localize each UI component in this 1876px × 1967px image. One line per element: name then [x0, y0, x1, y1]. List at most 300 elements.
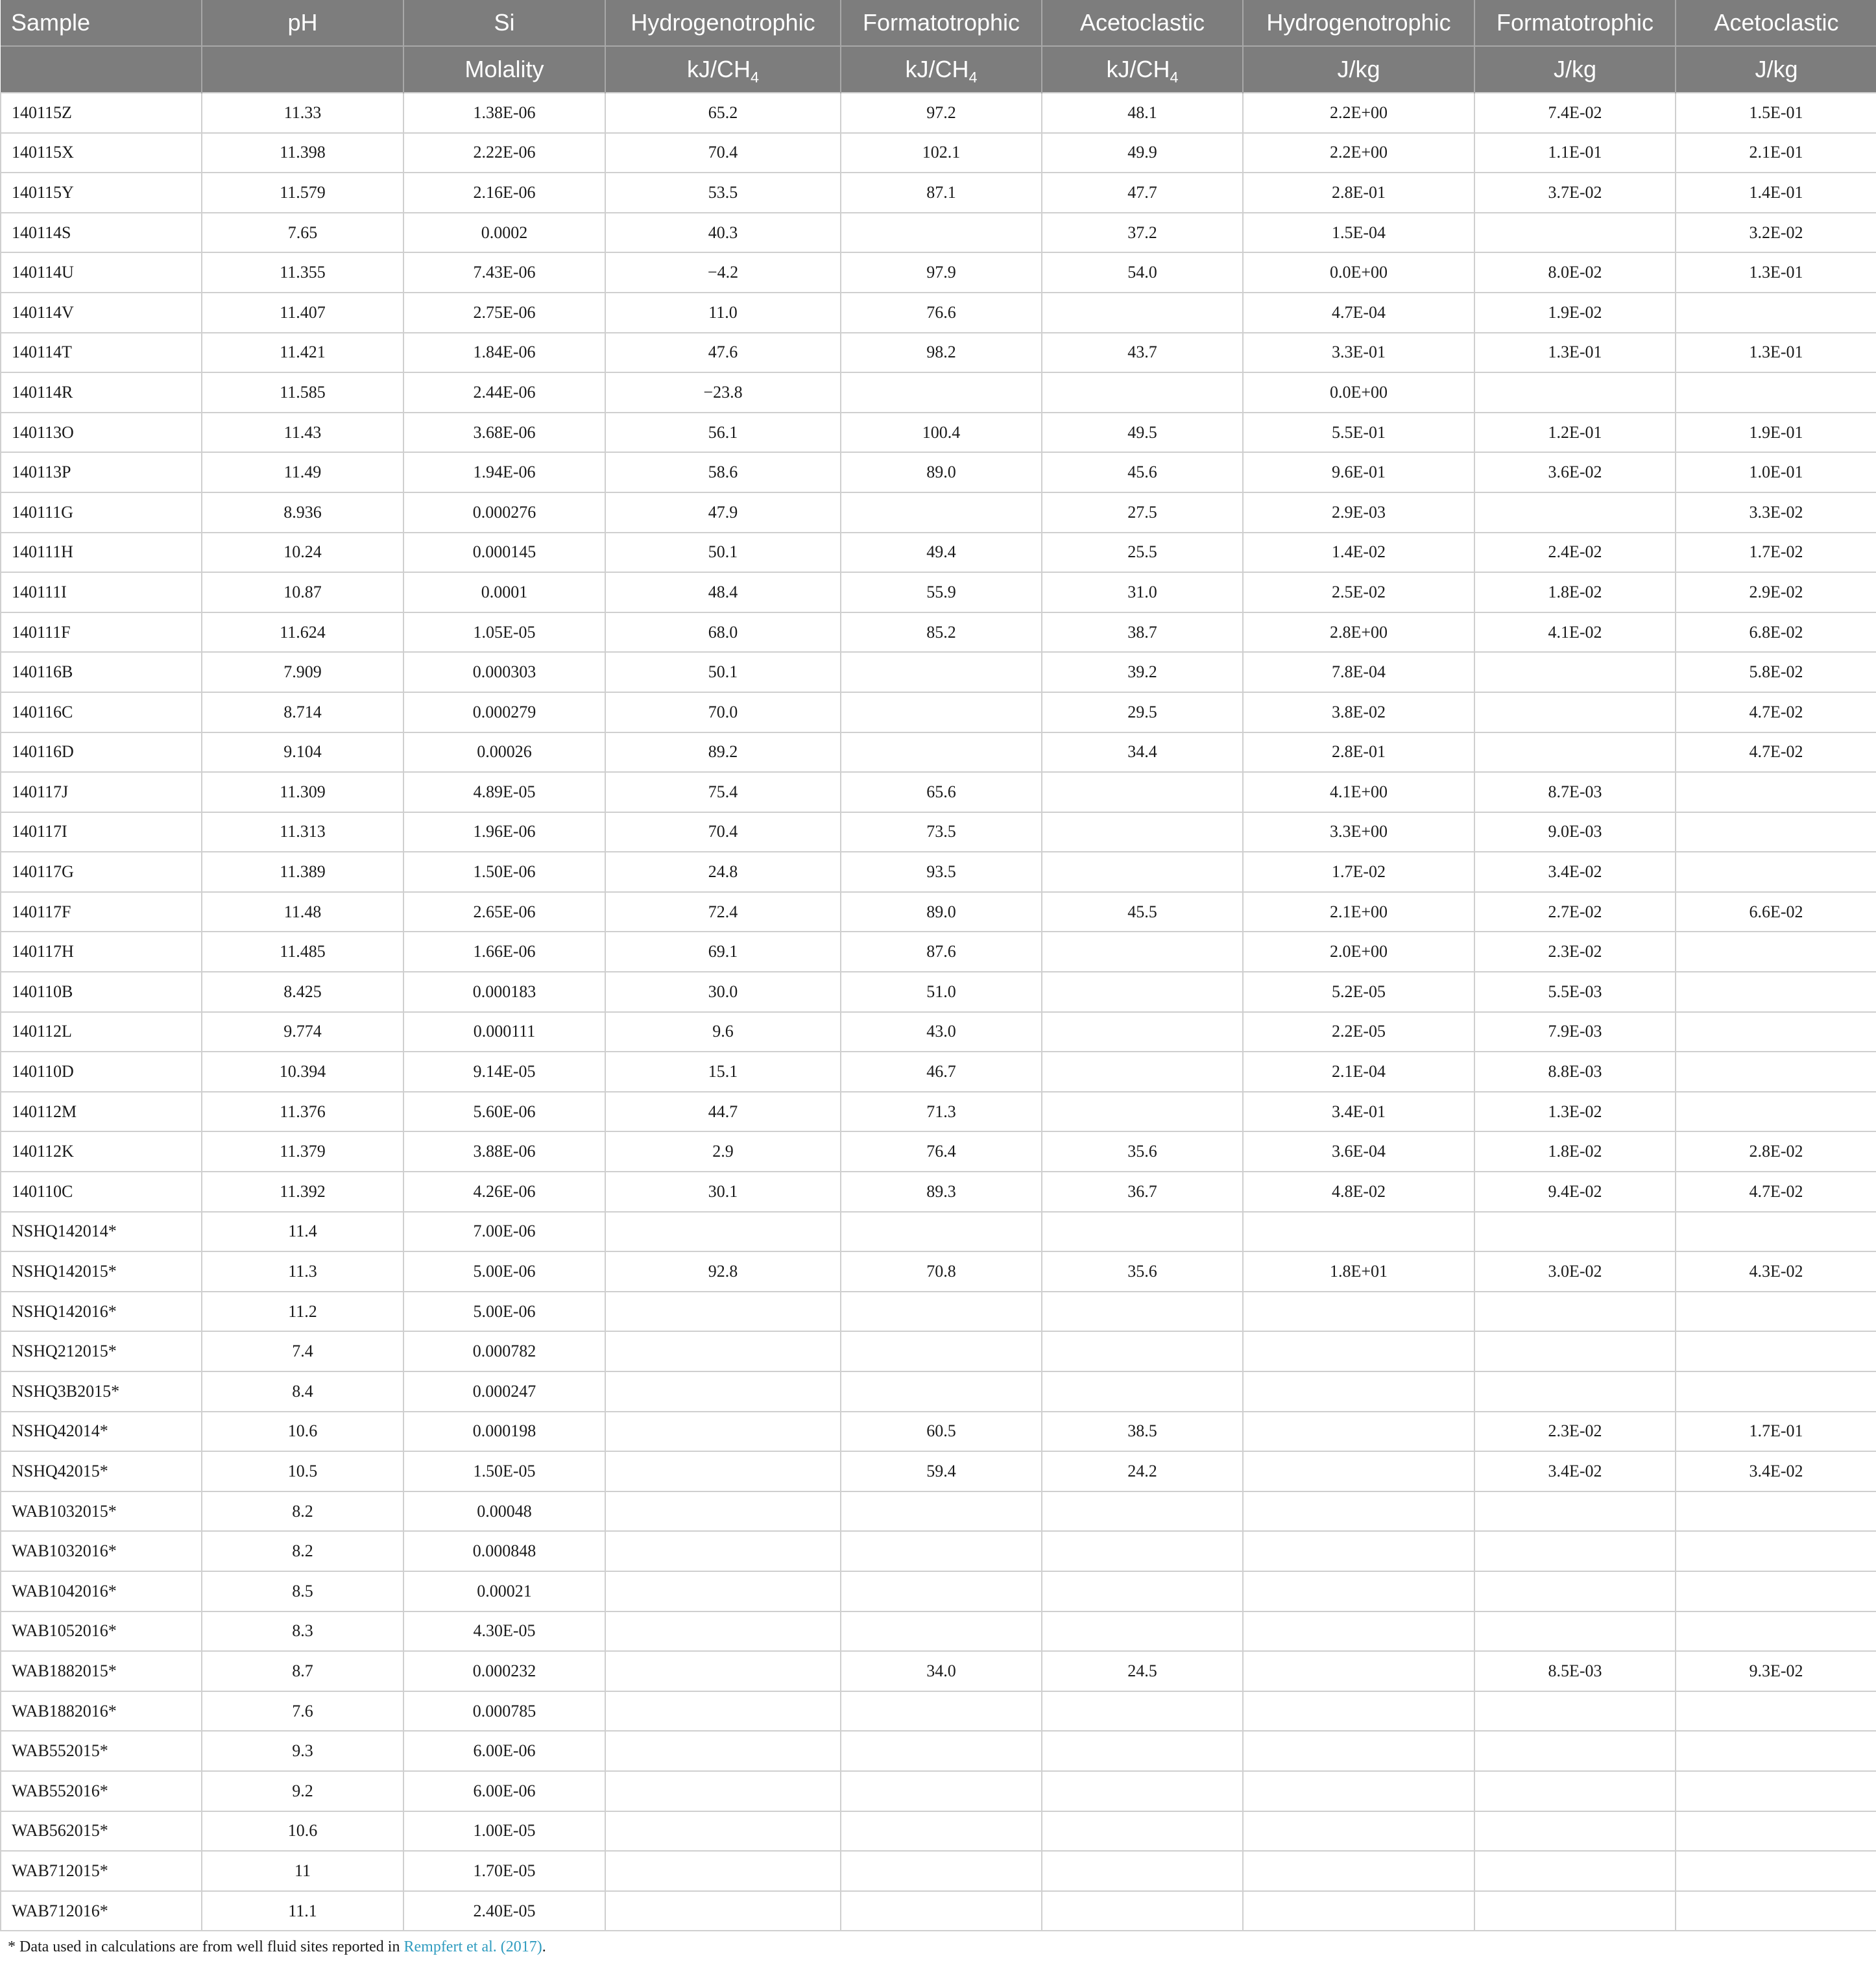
table-cell: 0.00026 — [403, 732, 605, 773]
table-cell: 43.7 — [1042, 333, 1243, 373]
table-cell: 0.0001 — [403, 572, 605, 612]
table-cell: 55.9 — [841, 572, 1042, 612]
table-cell: 7.6 — [202, 1691, 403, 1732]
table-cell: 10.6 — [202, 1811, 403, 1852]
table-cell — [841, 372, 1042, 413]
table-cell — [841, 1611, 1042, 1652]
table-cell — [605, 1451, 841, 1491]
table-cell: 71.3 — [841, 1092, 1042, 1132]
table-cell: 4.7E-02 — [1676, 732, 1876, 773]
table-cell: 9.6E-01 — [1243, 452, 1474, 492]
table-cell: 1.05E-05 — [403, 612, 605, 653]
table-row — [1, 1412, 1876, 1452]
table-cell: 38.5 — [1042, 1412, 1243, 1452]
column-header: Si — [403, 0, 605, 46]
sample-cell: 140114S — [1, 213, 202, 253]
sample-cell: WAB552016* — [1, 1771, 202, 1811]
table-cell: 11.389 — [202, 852, 403, 892]
table-cell — [1676, 1212, 1876, 1252]
table-cell — [841, 1771, 1042, 1811]
table-cell — [1676, 1491, 1876, 1532]
reference-link[interactable]: Rempfert et al. (2017) — [403, 1938, 542, 1955]
table-cell: 38.7 — [1042, 612, 1243, 653]
unit-header — [1, 46, 202, 93]
table-row — [1, 652, 1876, 692]
table-cell: 34.4 — [1042, 732, 1243, 773]
sample-cell: 140115Y — [1, 173, 202, 213]
table-cell: 0.000303 — [403, 652, 605, 692]
table-cell: 11.0 — [605, 293, 841, 333]
table-cell: 11.407 — [202, 293, 403, 333]
table-row — [1, 1611, 1876, 1652]
table-cell — [1042, 812, 1243, 852]
table-cell — [1042, 852, 1243, 892]
table-cell — [1676, 1292, 1876, 1332]
table-row — [1, 1172, 1876, 1212]
footnote — [8, 1938, 546, 1956]
table-cell: 9.14E-05 — [403, 1052, 605, 1092]
table-cell: 1.5E-01 — [1676, 93, 1876, 133]
sample-cell: 140113P — [1, 452, 202, 492]
table-cell — [1676, 1571, 1876, 1611]
table-row — [1, 1292, 1876, 1332]
table-cell — [1042, 1771, 1243, 1811]
table-cell: 9.104 — [202, 732, 403, 773]
table-cell: 5.5E-01 — [1243, 413, 1474, 453]
table-cell — [1676, 852, 1876, 892]
table-cell: 2.8E-02 — [1676, 1131, 1876, 1172]
table-cell: 76.4 — [841, 1131, 1042, 1172]
table-cell: 11.421 — [202, 333, 403, 373]
sample-cell: 140117G — [1, 852, 202, 892]
table-cell — [1474, 213, 1676, 253]
table-cell: 48.4 — [605, 572, 841, 612]
table-cell — [1676, 1331, 1876, 1371]
table-cell: 34.0 — [841, 1651, 1042, 1691]
table-cell — [1474, 1371, 1676, 1412]
table-cell: 11.49 — [202, 452, 403, 492]
table-cell: 2.22E-06 — [403, 133, 605, 173]
table-cell: 44.7 — [605, 1092, 841, 1132]
table-cell — [1676, 1012, 1876, 1052]
table-cell — [841, 1491, 1042, 1532]
table-cell: 2.16E-06 — [403, 173, 605, 213]
sample-cell: WAB1882015* — [1, 1651, 202, 1691]
table-row — [1, 1531, 1876, 1571]
table-cell — [1474, 1292, 1676, 1332]
table-cell — [841, 1212, 1042, 1252]
table-cell: 4.8E-02 — [1243, 1172, 1474, 1212]
table-cell: 3.8E-02 — [1243, 692, 1474, 732]
table-cell: 8.714 — [202, 692, 403, 732]
table-row — [1, 333, 1876, 373]
table-row — [1, 1891, 1876, 1931]
table-row — [1, 413, 1876, 453]
table-cell: 2.2E-05 — [1243, 1012, 1474, 1052]
table-cell: 10.6 — [202, 1412, 403, 1452]
table-row — [1, 972, 1876, 1012]
table-cell — [1042, 1331, 1243, 1371]
unit-text: kJ/CH — [686, 56, 751, 82]
table-cell: 59.4 — [841, 1451, 1042, 1491]
table-cell: 2.40E-05 — [403, 1891, 605, 1931]
table-cell: 10.5 — [202, 1451, 403, 1491]
table-cell — [841, 1691, 1042, 1732]
table-cell: 0.0E+00 — [1243, 372, 1474, 413]
table-cell: 10.87 — [202, 572, 403, 612]
table-cell — [1042, 372, 1243, 413]
table-cell — [605, 1371, 841, 1412]
table-body — [1, 93, 1876, 1931]
table-cell: 0.0E+00 — [1243, 252, 1474, 293]
table-row — [1, 452, 1876, 492]
table-cell: 45.6 — [1042, 452, 1243, 492]
table-cell — [1042, 1531, 1243, 1571]
table-row — [1, 1851, 1876, 1891]
sample-cell: WAB712016* — [1, 1891, 202, 1931]
table-cell: 97.2 — [841, 93, 1042, 133]
table-cell — [1243, 1771, 1474, 1811]
table-cell: 1.3E-01 — [1474, 333, 1676, 373]
table-row — [1, 1212, 1876, 1252]
table-cell: 2.1E-04 — [1243, 1052, 1474, 1092]
table-cell — [1474, 1891, 1676, 1931]
table-row — [1, 1012, 1876, 1052]
table-cell — [1474, 372, 1676, 413]
table-cell — [1243, 1651, 1474, 1691]
table-cell: 1.8E-02 — [1474, 572, 1676, 612]
table-cell: 8.5E-03 — [1474, 1651, 1676, 1691]
unit-text: J/kg — [1337, 56, 1380, 82]
table-cell: 47.9 — [605, 492, 841, 533]
table-row — [1, 732, 1876, 773]
sample-cell: 140117I — [1, 812, 202, 852]
table-cell: 54.0 — [1042, 252, 1243, 293]
table-cell: 1.9E-02 — [1474, 293, 1676, 333]
table-cell: 0.000785 — [403, 1691, 605, 1732]
table-cell: 6.8E-02 — [1676, 612, 1876, 653]
column-header: Hydrogenotrophic — [1243, 0, 1474, 46]
table-cell: 7.43E-06 — [403, 252, 605, 293]
sample-cell: 140115Z — [1, 93, 202, 133]
table-cell: 2.9 — [605, 1131, 841, 1172]
sample-cell: 140115X — [1, 133, 202, 173]
table-cell: 0.00048 — [403, 1491, 605, 1532]
table-cell: 8.425 — [202, 972, 403, 1012]
table-cell: 39.2 — [1042, 652, 1243, 692]
table-cell: 1.8E+01 — [1243, 1251, 1474, 1292]
table-cell — [605, 1851, 841, 1891]
table-cell: 11.313 — [202, 812, 403, 852]
table-cell: 0.000782 — [403, 1331, 605, 1371]
table-cell: 45.5 — [1042, 892, 1243, 932]
table-cell: 37.2 — [1042, 213, 1243, 253]
table-cell — [841, 692, 1042, 732]
table-cell: 60.5 — [841, 1412, 1042, 1452]
table-cell: 9.6 — [605, 1012, 841, 1052]
table-cell — [1243, 1851, 1474, 1891]
sample-cell: 140117F — [1, 892, 202, 932]
table-cell — [1042, 1611, 1243, 1652]
table-cell: 2.8E+00 — [1243, 612, 1474, 653]
table-cell: 48.1 — [1042, 93, 1243, 133]
sample-cell: 140116C — [1, 692, 202, 732]
table-cell — [1042, 1811, 1243, 1852]
table-cell — [1042, 932, 1243, 972]
table-row — [1, 133, 1876, 173]
table-cell — [1042, 1012, 1243, 1052]
table-cell: 1.3E-01 — [1676, 252, 1876, 293]
table-cell: 15.1 — [605, 1052, 841, 1092]
table-cell: 89.0 — [841, 892, 1042, 932]
table-cell — [1676, 1531, 1876, 1571]
table-cell — [1676, 812, 1876, 852]
table-cell: 3.3E-02 — [1676, 492, 1876, 533]
table-cell: 7.00E-06 — [403, 1212, 605, 1252]
table-cell — [605, 1412, 841, 1452]
table-cell — [1474, 1611, 1676, 1652]
table-cell: 100.4 — [841, 413, 1042, 453]
table-cell — [841, 492, 1042, 533]
table-cell — [1474, 1771, 1676, 1811]
table-cell: 2.65E-06 — [403, 892, 605, 932]
column-header: Sample — [1, 0, 202, 46]
column-header: Formatotrophic — [841, 0, 1042, 46]
table-cell — [605, 1891, 841, 1931]
table-cell — [1042, 1731, 1243, 1771]
table-cell: 3.6E-04 — [1243, 1131, 1474, 1172]
sample-cell: 140111G — [1, 492, 202, 533]
table-cell: 24.5 — [1042, 1651, 1243, 1691]
table-cell: 1.70E-05 — [403, 1851, 605, 1891]
table-cell: 49.5 — [1042, 413, 1243, 453]
table-row — [1, 1331, 1876, 1371]
table-cell — [1042, 1691, 1243, 1732]
table-cell — [841, 1851, 1042, 1891]
table-cell: 1.3E-01 — [1676, 333, 1876, 373]
table-cell: 9.4E-02 — [1474, 1172, 1676, 1212]
table-cell: 1.4E-02 — [1243, 533, 1474, 573]
sample-cell: 140114T — [1, 333, 202, 373]
table-cell: 6.00E-06 — [403, 1731, 605, 1771]
table-cell — [1042, 1371, 1243, 1412]
table-cell: 11.3 — [202, 1251, 403, 1292]
table-cell: 8.8E-03 — [1474, 1052, 1676, 1092]
sample-cell: NSHQ42015* — [1, 1451, 202, 1491]
sample-cell: NSHQ142016* — [1, 1292, 202, 1332]
table-cell: 2.8E-01 — [1243, 732, 1474, 773]
table-row — [1, 852, 1876, 892]
table-row — [1, 1691, 1876, 1732]
table-cell: 70.0 — [605, 692, 841, 732]
table-cell: 2.1E+00 — [1243, 892, 1474, 932]
table-cell: 89.2 — [605, 732, 841, 773]
table-cell: 11.4 — [202, 1212, 403, 1252]
sample-cell: 140116D — [1, 732, 202, 773]
table-cell: 11.2 — [202, 1292, 403, 1332]
table-cell: 9.2 — [202, 1771, 403, 1811]
table-cell — [1676, 1891, 1876, 1931]
sample-cell: WAB1032015* — [1, 1491, 202, 1532]
table-cell: 0.000111 — [403, 1012, 605, 1052]
table-row — [1, 1371, 1876, 1412]
table-cell — [1676, 1851, 1876, 1891]
table-cell — [605, 1531, 841, 1571]
table-cell — [605, 1651, 841, 1691]
table-cell: 47.7 — [1042, 173, 1243, 213]
sample-cell: 140113O — [1, 413, 202, 453]
table-cell: 97.9 — [841, 252, 1042, 293]
table-cell: −4.2 — [605, 252, 841, 293]
table-cell: 40.3 — [605, 213, 841, 253]
table-cell — [1474, 1851, 1676, 1891]
table-cell: 0.000276 — [403, 492, 605, 533]
table-cell — [1243, 1292, 1474, 1332]
table-cell: 4.7E-02 — [1676, 1172, 1876, 1212]
table-row — [1, 572, 1876, 612]
table-cell — [1042, 772, 1243, 812]
table-row — [1, 1052, 1876, 1092]
table-cell — [1474, 1491, 1676, 1532]
table-cell: 1.50E-05 — [403, 1451, 605, 1491]
table-cell: 8.3 — [202, 1611, 403, 1652]
table-cell — [1042, 972, 1243, 1012]
table-cell: 2.2E+00 — [1243, 93, 1474, 133]
table-cell: 8.0E-02 — [1474, 252, 1676, 293]
table-cell — [1676, 1811, 1876, 1852]
table-row — [1, 93, 1876, 133]
table-row — [1, 213, 1876, 253]
table-cell — [605, 1811, 841, 1852]
table-cell — [1243, 1531, 1474, 1571]
sample-cell: NSHQ3B2015* — [1, 1371, 202, 1412]
table-cell: 3.68E-06 — [403, 413, 605, 453]
table-cell — [1474, 732, 1676, 773]
units-row — [1, 46, 1876, 93]
table-cell: 7.4E-02 — [1474, 93, 1676, 133]
unit-text: J/kg — [1553, 56, 1597, 82]
table-cell: 53.5 — [605, 173, 841, 213]
table-cell: 6.6E-02 — [1676, 892, 1876, 932]
table-cell — [1474, 1731, 1676, 1771]
sample-cell: WAB552015* — [1, 1731, 202, 1771]
table-cell — [1474, 652, 1676, 692]
table-cell — [1676, 1731, 1876, 1771]
sample-cell: WAB1042016* — [1, 1571, 202, 1611]
table-row — [1, 372, 1876, 413]
table-cell: 3.4E-02 — [1474, 1451, 1676, 1491]
table-cell: 11 — [202, 1851, 403, 1891]
table-cell: 11.392 — [202, 1172, 403, 1212]
unit-header — [403, 46, 605, 93]
table-cell — [841, 1811, 1042, 1852]
sample-cell: 140110D — [1, 1052, 202, 1092]
table-cell — [841, 652, 1042, 692]
unit-subscript: 4 — [1170, 69, 1179, 86]
table-cell — [605, 1691, 841, 1732]
table-cell: 5.2E-05 — [1243, 972, 1474, 1012]
table-cell — [1042, 1571, 1243, 1611]
table-cell: 0.000183 — [403, 972, 605, 1012]
table-cell: 68.0 — [605, 612, 841, 653]
table-cell: 92.8 — [605, 1251, 841, 1292]
sample-cell: 140110C — [1, 1172, 202, 1212]
table-cell — [1474, 492, 1676, 533]
table-cell: 1.5E-04 — [1243, 213, 1474, 253]
table-cell: 7.9E-03 — [1474, 1012, 1676, 1052]
table-cell: 56.1 — [605, 413, 841, 453]
table-cell: 9.3E-02 — [1676, 1651, 1876, 1691]
table-cell: 24.8 — [605, 852, 841, 892]
table-cell — [1243, 1891, 1474, 1931]
table-cell: 8.7E-03 — [1474, 772, 1676, 812]
table-cell: 9.0E-03 — [1474, 812, 1676, 852]
table-row — [1, 1651, 1876, 1691]
table-row — [1, 932, 1876, 972]
table-cell: 93.5 — [841, 852, 1042, 892]
table-cell: 5.5E-03 — [1474, 972, 1676, 1012]
table-cell: 1.1E-01 — [1474, 133, 1676, 173]
table-cell: 3.88E-06 — [403, 1131, 605, 1172]
table-cell — [1243, 1451, 1474, 1491]
table-row — [1, 492, 1876, 533]
table-cell: 50.1 — [605, 652, 841, 692]
table-cell: 58.6 — [605, 452, 841, 492]
table-cell — [1042, 1891, 1243, 1931]
table-cell: 5.8E-02 — [1676, 652, 1876, 692]
table-cell — [1042, 1212, 1243, 1252]
table-cell: 7.909 — [202, 652, 403, 692]
table-cell: 8.936 — [202, 492, 403, 533]
sample-cell: 140116B — [1, 652, 202, 692]
table-cell: 0.000198 — [403, 1412, 605, 1452]
table-cell — [1676, 1092, 1876, 1132]
table-cell: 11.43 — [202, 413, 403, 453]
table-cell: −23.8 — [605, 372, 841, 413]
unit-text: J/kg — [1755, 56, 1798, 82]
table-cell — [1474, 1691, 1676, 1732]
table-cell: 1.0E-01 — [1676, 452, 1876, 492]
table-cell: 11.355 — [202, 252, 403, 293]
table-cell — [1676, 372, 1876, 413]
table-cell: 4.1E+00 — [1243, 772, 1474, 812]
table-cell: 2.44E-06 — [403, 372, 605, 413]
table-cell: 3.3E+00 — [1243, 812, 1474, 852]
table-cell — [605, 1292, 841, 1332]
table-cell: 9.3 — [202, 1731, 403, 1771]
table-row — [1, 772, 1876, 812]
table-cell — [1243, 1412, 1474, 1452]
table-cell: 7.8E-04 — [1243, 652, 1474, 692]
sample-cell: 140110B — [1, 972, 202, 1012]
table-cell: 6.00E-06 — [403, 1771, 605, 1811]
table-cell: 49.9 — [1042, 133, 1243, 173]
sample-cell: 140112M — [1, 1092, 202, 1132]
table-cell: 2.7E-02 — [1474, 892, 1676, 932]
table-cell — [1474, 692, 1676, 732]
column-header: pH — [202, 0, 403, 46]
table-cell: 70.4 — [605, 133, 841, 173]
table-row — [1, 1251, 1876, 1292]
table-cell — [605, 1771, 841, 1811]
table-cell: 1.4E-01 — [1676, 173, 1876, 213]
table-cell: 0.000145 — [403, 533, 605, 573]
table-cell — [841, 1731, 1042, 1771]
table-cell: 11.579 — [202, 173, 403, 213]
table-cell — [1474, 1331, 1676, 1371]
unit-header — [1042, 46, 1243, 93]
table-cell: 5.60E-06 — [403, 1092, 605, 1132]
